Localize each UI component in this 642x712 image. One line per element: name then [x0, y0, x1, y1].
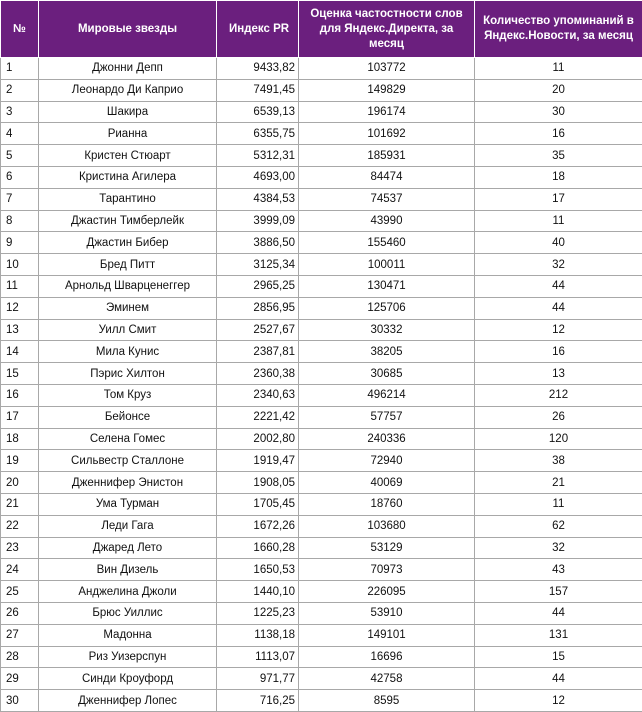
star-name-cell: Дженнифер Энистон [39, 472, 217, 494]
word-frequency-cell: 53910 [299, 602, 475, 624]
row-num-cell: 7 [1, 188, 39, 210]
pr-index-cell: 1650,53 [217, 559, 299, 581]
pr-index-cell: 1705,45 [217, 493, 299, 515]
table-row [1, 537, 642, 559]
pr-index-cell: 2221,42 [217, 406, 299, 428]
pr-index-cell: 2360,38 [217, 363, 299, 385]
news-mentions-cell: 44 [475, 668, 642, 690]
row-num-cell: 23 [1, 537, 39, 559]
pr-index-cell: 1908,05 [217, 472, 299, 494]
word-frequency-cell: 125706 [299, 297, 475, 319]
table-row [1, 210, 642, 232]
row-num-cell: 18 [1, 428, 39, 450]
star-name-cell: Том Круз [39, 384, 217, 406]
star-name-cell: Тарантино [39, 188, 217, 210]
table-row [1, 79, 642, 101]
pr-index-cell: 2527,67 [217, 319, 299, 341]
row-num-cell: 16 [1, 384, 39, 406]
pr-index-cell: 2965,25 [217, 275, 299, 297]
header-star: Мировые звезды [39, 1, 217, 58]
row-num-cell: 21 [1, 493, 39, 515]
news-mentions-cell: 212 [475, 384, 642, 406]
star-name-cell: Пэрис Хилтон [39, 363, 217, 385]
word-frequency-cell: 43990 [299, 210, 475, 232]
pr-index-cell: 7491,45 [217, 79, 299, 101]
news-mentions-cell: 30 [475, 101, 642, 123]
word-frequency-cell: 72940 [299, 450, 475, 472]
star-name-cell: Джонни Депп [39, 58, 217, 80]
word-frequency-cell: 196174 [299, 101, 475, 123]
table-row [1, 275, 642, 297]
news-mentions-cell: 11 [475, 58, 642, 80]
table-row [1, 646, 642, 668]
star-name-cell: Вин Дизель [39, 559, 217, 581]
star-name-cell: Арнольд Шварценеггер [39, 275, 217, 297]
star-name-cell: Джаред Лето [39, 537, 217, 559]
row-num-cell: 6 [1, 166, 39, 188]
table-row [1, 145, 642, 167]
news-mentions-cell: 44 [475, 275, 642, 297]
row-num-cell: 27 [1, 624, 39, 646]
word-frequency-cell: 38205 [299, 341, 475, 363]
pr-index-cell: 2002,80 [217, 428, 299, 450]
table-row [1, 166, 642, 188]
table-row [1, 123, 642, 145]
news-mentions-cell: 35 [475, 145, 642, 167]
star-name-cell: Джастин Тимберлейк [39, 210, 217, 232]
star-name-cell: Кристина Агилера [39, 166, 217, 188]
news-mentions-cell: 16 [475, 341, 642, 363]
news-mentions-cell: 17 [475, 188, 642, 210]
pr-index-cell: 9433,82 [217, 58, 299, 80]
pr-index-cell: 1660,28 [217, 537, 299, 559]
word-frequency-cell: 57757 [299, 406, 475, 428]
star-name-cell: Кристен Стюарт [39, 145, 217, 167]
word-frequency-cell: 74537 [299, 188, 475, 210]
news-mentions-cell: 120 [475, 428, 642, 450]
news-mentions-cell: 44 [475, 297, 642, 319]
row-num-cell: 25 [1, 581, 39, 603]
star-name-cell: Дженнифер Лопес [39, 690, 217, 712]
pr-index-cell: 6539,13 [217, 101, 299, 123]
word-frequency-cell: 8595 [299, 690, 475, 712]
word-frequency-cell: 103680 [299, 515, 475, 537]
star-name-cell: Сильвестр Сталлоне [39, 450, 217, 472]
star-name-cell: Бред Питт [39, 254, 217, 276]
row-num-cell: 3 [1, 101, 39, 123]
news-mentions-cell: 43 [475, 559, 642, 581]
row-num-cell: 8 [1, 210, 39, 232]
row-num-cell: 4 [1, 123, 39, 145]
star-name-cell: Анджелина Джоли [39, 581, 217, 603]
star-name-cell: Бейонсе [39, 406, 217, 428]
pr-index-cell: 3125,34 [217, 254, 299, 276]
row-num-cell: 26 [1, 602, 39, 624]
row-num-cell: 1 [1, 58, 39, 80]
table-row [1, 581, 642, 603]
table-row [1, 472, 642, 494]
word-frequency-cell: 100011 [299, 254, 475, 276]
row-num-cell: 5 [1, 145, 39, 167]
news-mentions-cell: 12 [475, 319, 642, 341]
table-row [1, 624, 642, 646]
word-frequency-cell: 103772 [299, 58, 475, 80]
pr-index-cell: 971,77 [217, 668, 299, 690]
row-num-cell: 14 [1, 341, 39, 363]
table-row [1, 559, 642, 581]
row-num-cell: 24 [1, 559, 39, 581]
row-num-cell: 13 [1, 319, 39, 341]
news-mentions-cell: 13 [475, 363, 642, 385]
word-frequency-cell: 185931 [299, 145, 475, 167]
header-freq: Оценка частостности слов для Яндекс.Директа, за месяц [299, 1, 475, 58]
news-mentions-cell: 18 [475, 166, 642, 188]
pr-index-cell: 3999,09 [217, 210, 299, 232]
row-num-cell: 9 [1, 232, 39, 254]
star-name-cell: Ума Турман [39, 493, 217, 515]
row-num-cell: 20 [1, 472, 39, 494]
news-mentions-cell: 16 [475, 123, 642, 145]
table-row [1, 297, 642, 319]
header-row [1, 1, 642, 58]
news-mentions-cell: 44 [475, 602, 642, 624]
news-mentions-cell: 26 [475, 406, 642, 428]
news-mentions-cell: 20 [475, 79, 642, 101]
pr-index-cell: 1919,47 [217, 450, 299, 472]
star-name-cell: Шакира [39, 101, 217, 123]
star-name-cell: Брюс Уиллис [39, 602, 217, 624]
star-name-cell: Селена Гомес [39, 428, 217, 450]
pr-index-cell: 2340,63 [217, 384, 299, 406]
star-name-cell: Леонардо Ди Каприо [39, 79, 217, 101]
word-frequency-cell: 149101 [299, 624, 475, 646]
table-row [1, 450, 642, 472]
news-mentions-cell: 12 [475, 690, 642, 712]
news-mentions-cell: 21 [475, 472, 642, 494]
table-row [1, 602, 642, 624]
row-num-cell: 19 [1, 450, 39, 472]
word-frequency-cell: 226095 [299, 581, 475, 603]
star-name-cell: Рианна [39, 123, 217, 145]
word-frequency-cell: 30685 [299, 363, 475, 385]
table-row [1, 406, 642, 428]
row-num-cell: 30 [1, 690, 39, 712]
pr-index-cell: 1672,26 [217, 515, 299, 537]
table-row [1, 668, 642, 690]
news-mentions-cell: 15 [475, 646, 642, 668]
row-num-cell: 15 [1, 363, 39, 385]
star-name-cell: Синди Кроуфорд [39, 668, 217, 690]
row-num-cell: 22 [1, 515, 39, 537]
star-name-cell: Риз Уизерспун [39, 646, 217, 668]
pr-index-cell: 4693,00 [217, 166, 299, 188]
row-num-cell: 29 [1, 668, 39, 690]
row-num-cell: 10 [1, 254, 39, 276]
table-row [1, 384, 642, 406]
header-pr: Индекс PR [217, 1, 299, 58]
table-row [1, 493, 642, 515]
pr-index-cell: 2856,95 [217, 297, 299, 319]
word-frequency-cell: 496214 [299, 384, 475, 406]
table-row [1, 341, 642, 363]
pr-index-cell: 5312,31 [217, 145, 299, 167]
news-mentions-cell: 11 [475, 210, 642, 232]
word-frequency-cell: 84474 [299, 166, 475, 188]
pr-index-cell: 6355,75 [217, 123, 299, 145]
header-mentions: Количество упоминаний в Яндекс.Новости, за месяц [475, 1, 642, 58]
word-frequency-cell: 42758 [299, 668, 475, 690]
pr-index-cell: 1138,18 [217, 624, 299, 646]
row-num-cell: 12 [1, 297, 39, 319]
table-row [1, 363, 642, 385]
table-row [1, 188, 642, 210]
row-num-cell: 28 [1, 646, 39, 668]
word-frequency-cell: 40069 [299, 472, 475, 494]
word-frequency-cell: 155460 [299, 232, 475, 254]
table-row [1, 428, 642, 450]
star-name-cell: Джастин Бибер [39, 232, 217, 254]
row-num-cell: 11 [1, 275, 39, 297]
word-frequency-cell: 101692 [299, 123, 475, 145]
table-row [1, 515, 642, 537]
table-row [1, 319, 642, 341]
table-row [1, 232, 642, 254]
news-mentions-cell: 131 [475, 624, 642, 646]
row-num-cell: 17 [1, 406, 39, 428]
pr-index-cell: 1225,23 [217, 602, 299, 624]
word-frequency-cell: 18760 [299, 493, 475, 515]
word-frequency-cell: 16696 [299, 646, 475, 668]
pr-index-cell: 1113,07 [217, 646, 299, 668]
star-name-cell: Мила Кунис [39, 341, 217, 363]
news-mentions-cell: 11 [475, 493, 642, 515]
table-row [1, 58, 642, 80]
table-row [1, 690, 642, 712]
news-mentions-cell: 40 [475, 232, 642, 254]
star-name-cell: Леди Гага [39, 515, 217, 537]
news-mentions-cell: 32 [475, 537, 642, 559]
word-frequency-cell: 70973 [299, 559, 475, 581]
news-mentions-cell: 38 [475, 450, 642, 472]
star-name-cell: Уилл Смит [39, 319, 217, 341]
pr-index-cell: 1440,10 [217, 581, 299, 603]
pr-index-cell: 2387,81 [217, 341, 299, 363]
pr-index-cell: 4384,53 [217, 188, 299, 210]
word-frequency-cell: 30332 [299, 319, 475, 341]
star-name-cell: Эминем [39, 297, 217, 319]
pr-index-cell: 3886,50 [217, 232, 299, 254]
star-name-cell: Мадонна [39, 624, 217, 646]
row-num-cell: 2 [1, 79, 39, 101]
news-mentions-cell: 32 [475, 254, 642, 276]
word-frequency-cell: 149829 [299, 79, 475, 101]
word-frequency-cell: 53129 [299, 537, 475, 559]
word-frequency-cell: 130471 [299, 275, 475, 297]
table-row [1, 254, 642, 276]
news-mentions-cell: 157 [475, 581, 642, 603]
news-mentions-cell: 62 [475, 515, 642, 537]
word-frequency-cell: 240336 [299, 428, 475, 450]
header-num: № [1, 1, 39, 58]
pr-index-cell: 716,25 [217, 690, 299, 712]
table-row [1, 101, 642, 123]
